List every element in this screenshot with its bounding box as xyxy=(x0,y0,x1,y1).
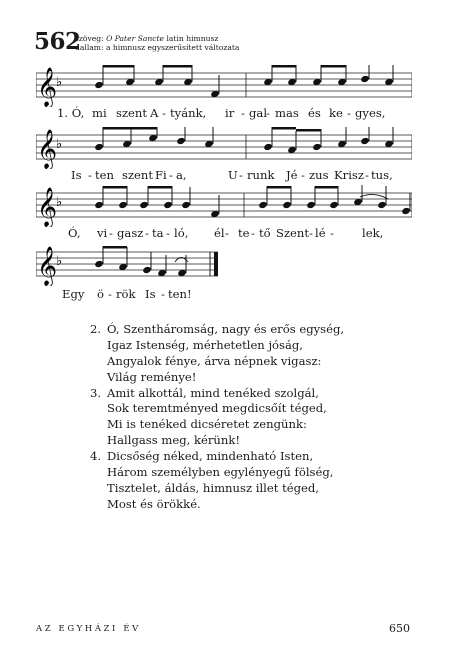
syllable: ten xyxy=(95,168,114,182)
syllable: Ó, xyxy=(68,226,81,240)
syllable: Is xyxy=(71,168,82,182)
verse-line: Világ reménye! xyxy=(107,369,197,384)
syllable: te xyxy=(238,226,250,240)
syllable: ke xyxy=(329,106,343,120)
syllable: - xyxy=(145,226,149,240)
melody-credit: dallam: a himnusz egyszerűsített változata xyxy=(75,43,240,52)
verse-line: Ó, Szentháromság, nagy és erős egység, xyxy=(107,322,345,336)
music-staff-3 xyxy=(36,185,412,227)
lyrics-line-1 xyxy=(42,106,418,122)
verse-line: Mi is tenéked dicséretet zengünk: xyxy=(107,417,307,432)
syllable: ir xyxy=(225,106,235,120)
syllable: - xyxy=(225,226,229,240)
syllable: ö xyxy=(97,287,104,301)
music-staff-2 xyxy=(36,127,412,169)
verse-line: Tisztelet, áldás, himnusz illet téged, xyxy=(107,480,319,495)
syllable: ló, xyxy=(174,226,189,240)
syllable: - xyxy=(347,106,351,120)
syllable: U xyxy=(228,168,238,182)
flat-icon: ♭ xyxy=(56,75,63,90)
verse-line: Három személyben egylényegű fölség, xyxy=(107,465,334,480)
syllable: tyánk, xyxy=(170,106,207,120)
syllable: - xyxy=(365,168,369,182)
syllable: - xyxy=(109,226,113,240)
lyrics-line-4 xyxy=(42,287,418,303)
syllable: szent xyxy=(122,168,154,182)
verse-line: Dicsőség néked, mindenható Isten, xyxy=(107,449,314,464)
text-credit: szöveg: O Pater Sancte latin himnusz xyxy=(75,34,219,43)
syllable: lek, xyxy=(362,226,384,240)
verse-number: 2. xyxy=(90,322,102,336)
syllable: Jé xyxy=(286,168,298,182)
syllable: gyes, xyxy=(355,106,386,120)
syllable: - xyxy=(239,168,243,182)
flat-icon: ♭ xyxy=(56,195,63,210)
verse-line: Sok teremtményed megdicsőít téged, xyxy=(107,401,327,416)
hymn-number: 562 xyxy=(34,28,81,55)
page-number: 650 xyxy=(389,622,410,635)
treble-clef-icon: 𝄞 xyxy=(37,67,58,107)
syllable: Is xyxy=(145,287,156,301)
syllable: szent xyxy=(116,106,148,120)
flat-icon: ♭ xyxy=(56,137,63,152)
syllable: ten! xyxy=(168,287,192,301)
syllable: - xyxy=(251,226,255,240)
syllable: él xyxy=(214,226,225,240)
verse-number: 4. xyxy=(90,449,102,464)
music-staff-4 xyxy=(36,244,218,286)
treble-clef-icon: 𝄞 xyxy=(37,246,58,286)
syllable: Egy xyxy=(62,287,85,301)
syllable: - xyxy=(241,106,245,120)
syllable: - xyxy=(301,168,305,182)
syllable: - xyxy=(169,168,173,182)
syllable: - xyxy=(162,106,166,120)
treble-clef-icon: 𝄞 xyxy=(37,129,58,169)
syllable: - xyxy=(108,287,112,301)
syllable: Szent xyxy=(276,226,310,240)
syllable: Fi xyxy=(155,168,167,182)
verse-line: Igaz Istenség, mérhetetlen jóság, xyxy=(107,337,303,352)
syllable: runk xyxy=(247,168,275,182)
flat-icon: ♭ xyxy=(56,254,63,269)
syllable: a, xyxy=(176,168,187,182)
syllable: vi xyxy=(97,226,108,240)
syllable: - xyxy=(161,287,165,301)
syllable: lé xyxy=(315,226,326,240)
syllable: - xyxy=(266,106,270,120)
verse-number: 3. xyxy=(90,385,102,400)
syllable: - xyxy=(330,226,334,240)
syllable: és xyxy=(308,106,321,120)
syllable: rök xyxy=(116,287,136,301)
syllable: zus xyxy=(309,168,329,182)
treble-clef-icon: 𝄞 xyxy=(37,187,58,227)
running-footer: AZ EGYHÁZI ÉV xyxy=(36,624,141,634)
syllable: tus, xyxy=(371,168,393,182)
syllable: gal xyxy=(249,106,268,120)
syllable: - xyxy=(309,226,313,240)
hymn-credits xyxy=(75,34,239,52)
syllable: tő xyxy=(259,226,271,240)
lyrics-line-3 xyxy=(42,226,418,242)
syllable: mi xyxy=(92,106,107,120)
syllable: gasz xyxy=(117,226,144,240)
syllable: 1. Ó, xyxy=(57,106,85,120)
verse-line: Angyalok fénye, árva népnek vigasz: xyxy=(107,353,322,368)
verse-line: Hallgass meg, kérünk! xyxy=(107,433,241,448)
syllable: - xyxy=(88,168,92,182)
syllable: ta xyxy=(152,226,164,240)
lyrics-line-2 xyxy=(42,168,418,184)
music-staff-1 xyxy=(36,65,412,107)
syllable: A xyxy=(150,106,159,120)
verse-line: Amit alkottál, mind tenéked szolgál, xyxy=(107,385,319,400)
syllable: Krisz xyxy=(334,168,364,182)
syllable: - xyxy=(166,226,170,240)
verse-line: Most és örökké. xyxy=(107,496,201,511)
syllable: mas xyxy=(275,106,299,120)
